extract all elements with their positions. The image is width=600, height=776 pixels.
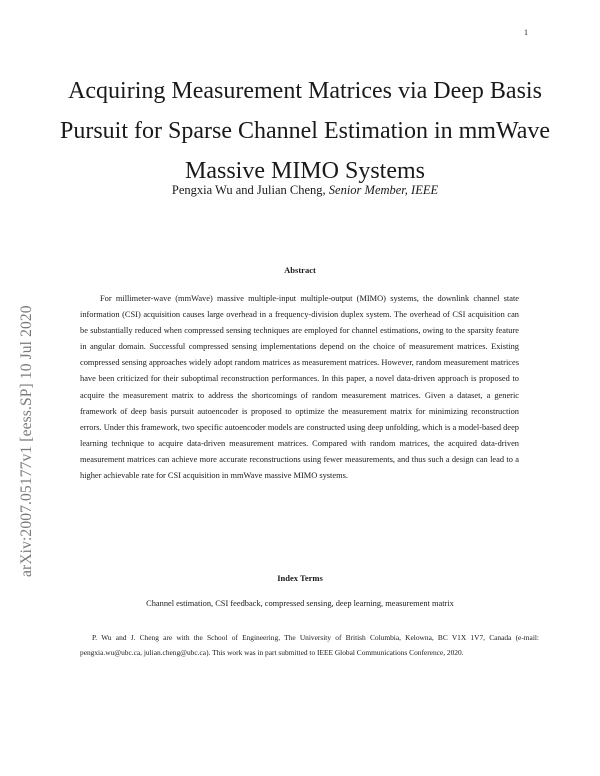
- author-names: Pengxia Wu and Julian Cheng,: [171, 183, 326, 197]
- abstract-text: For millimeter-wave (mmWave) massive multiple-input multiple-output (MIMO) systems, the downlink channel state information (CSI) acquisition causes large overhead in a frequency-division duplex system. The overhead of CSI acquisition can be substantially reduced when compressed sensing techniques are employed for channel estimations, owing to the sparsity feature in angular domain. Successful compressed sensing implementations depend on the choice of measurement matrices. Existing compressed sensing approaches widely adopt random matrices as measurement matrices. However, random measurement matrices have been criticized for their suboptimal reconstruction performances. In this paper, a novel data-driven approach is proposed to acquire the measurement matrix to address the shortcomings of random measurement matrices. Given a dataset, a generic framework of deep basis pursuit autoencoder is proposed to optimize the measurement matrix for minimizing reconstruction errors. Under this framework, two specific autoencoder models are constructed using deep unfolding, which is a model-based deep learning technique to acquire data-driven measurement matrices. Compared with random matrices, the acquired data-driven measurement matrices can achieve more accurate reconstructions using fewer measurements, and thus such a design can lead to a higher achievable rate for CSI acquisition in mmWave massive MIMO systems.: [80, 294, 519, 481]
- index-terms-heading: Index Terms: [277, 573, 323, 583]
- author-role: Senior Member, IEEE: [328, 183, 439, 197]
- page-number: 1: [524, 28, 528, 37]
- index-terms-text: Channel estimation, CSI feedback, compressed sensing, deep learning, measurement matrix: [146, 599, 454, 608]
- arxiv-identifier: arXiv:2007.05177v1 [eess.SP] 10 Jul 2020: [18, 305, 35, 577]
- author-affiliation-footnote: P. Wu and J. Cheng are with the School of Engineering, The University of British Columbia, Kelowna, BC V1X 1V7, Canada (e-mail: pengxia.wu@ubc.ca, julian.cheng@ubc.ca). This work was in part submitted to IEEE Global Communications Conference, 2020.: [80, 633, 539, 657]
- author-line: [60, 183, 550, 198]
- abstract-heading: Abstract: [284, 265, 316, 275]
- paper-title: Acquiring Measurement Matrices via Deep Basis Pursuit for Sparse Channel Estimation in mmWave Massive MIMO Systems: [60, 78, 550, 185]
